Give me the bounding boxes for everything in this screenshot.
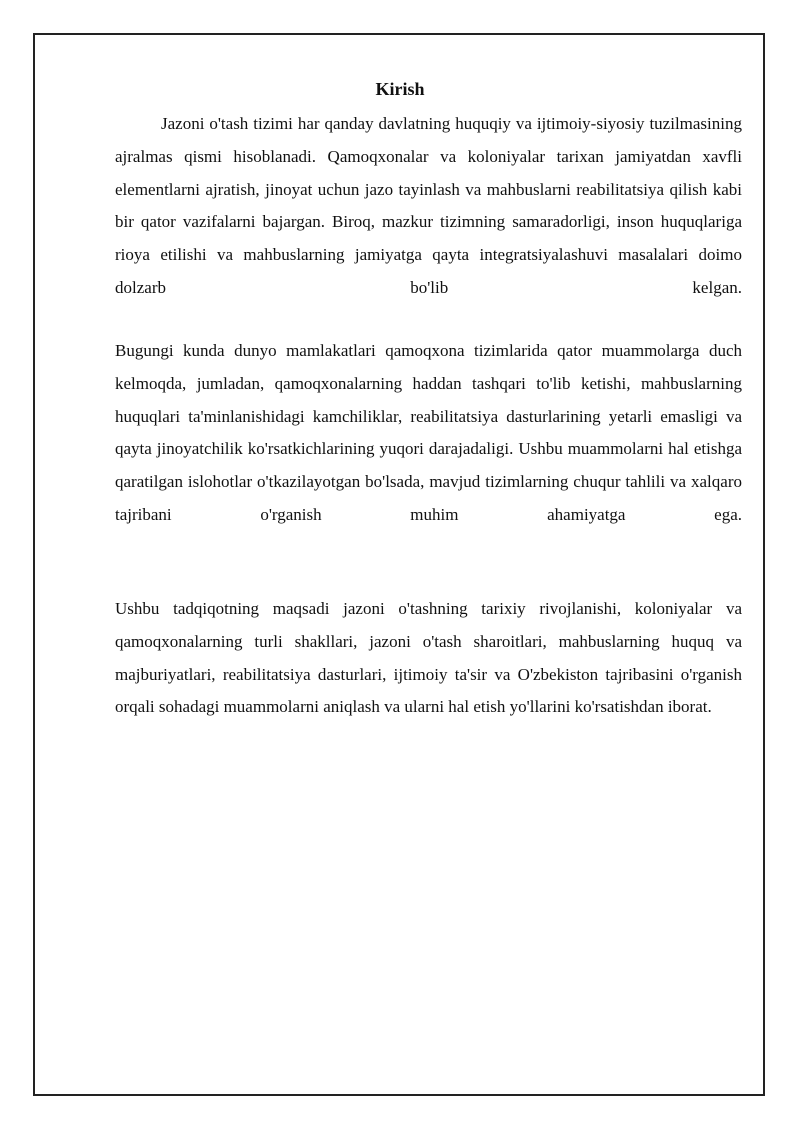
paragraph-current-problems: Bugungi kunda dunyo mamlakatlari qamoqxona tizimlarida qator muammolarga duch kelmoqda, jumladan, qamoqxonalarning haddan tashqari to'lib ketishi, mahbuslarning huquqlari ta'minlanishidagi kamchiliklar, reabilitatsiya dasturlarining yetarli emasligi va qayta jinoyatchilik ko'rsatkichlarining yuqori darajadaligi. Ushbu muammolarni hal etishga qaratilgan islohotlar o'tkazilayotgan bo'lsada, mavjud tizimlarning chuqur tahlili va xalqaro tajribani o'rganish muhim ahamiyatga ega. — [115, 341, 742, 524]
section-heading: Kirish — [375, 79, 425, 99]
paragraph-research-goal: Ushbu tadqiqotning maqsadi jazoni o'tashning tarixiy rivojlanishi, koloniyalar va qamoqxonalarning turli shakllari, jazoni o'tash sharoitlari, mahbuslarning huquq va majburiyatlari, reabilitatsiya dasturlari, ijtimoiy ta'sir va O'zbekiston tajribasini o'rganish orqali sohadagi muammolarni aniqlash va ularni hal etish yo'llarini ko'rsatishdan iborat. — [115, 599, 742, 717]
paragraph-introduction: Jazoni o'tash tizimi har qanday davlatning huquqiy va ijtimoiy-siyosiy tuzilmasining ajralmas qismi hisoblanadi. Qamoqxonalar va koloniyalar tarixan jamiyatdan xavfli elementlarni ajratish, jinoyat uchun jazo tayinlash va mahbuslarni reabilitatsiya qilish kabi bir qator vazifalarni bajargan. Biroq, mazkur tizimning samaradorligi, inson huquqlariga rioya etilishi va mahbuslarning jamiyatga qayta integratsiyalashuvi masalalari doimo dolzarb bo'lib kelgan. — [115, 114, 742, 297]
